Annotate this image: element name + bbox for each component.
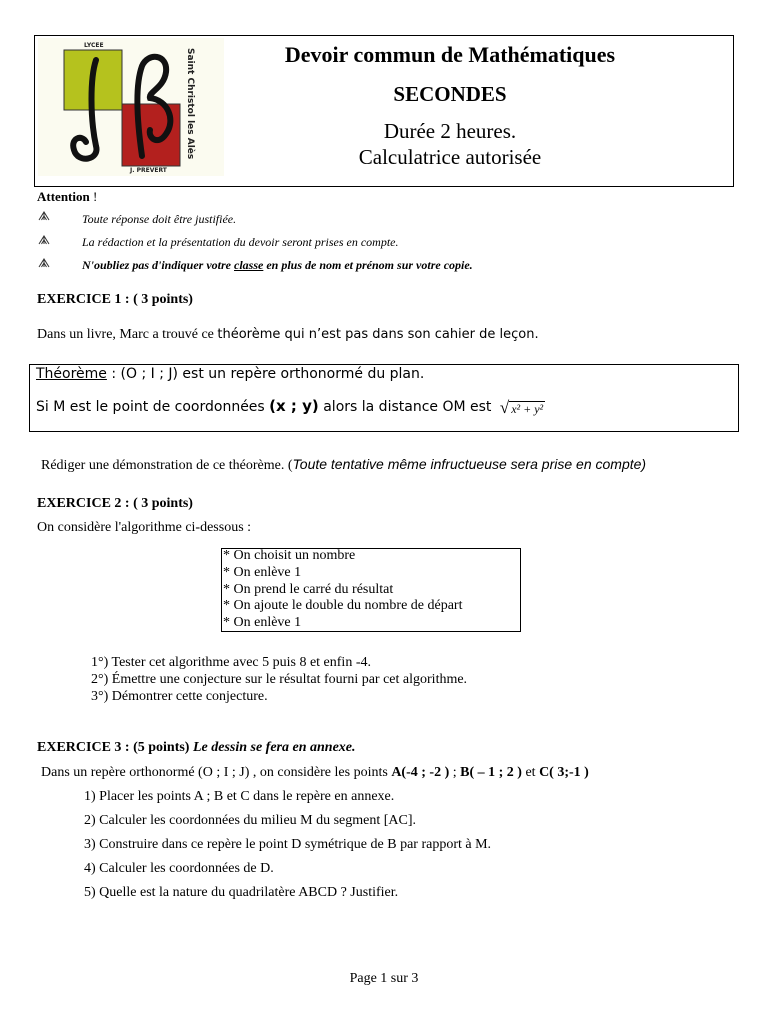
intro-text: Dans un livre, Marc a trouvé ce	[37, 327, 218, 342]
exercise-3-question: 1) Placer les points A ; B et C dans le repère en annexe.	[84, 789, 395, 804]
point-a: A(-4 ; -2 )	[391, 765, 450, 780]
exercise-2-question: 2°) Émettre une conjecture sur le résultat fourni par cet algorithme.	[91, 672, 468, 687]
school-logo-graphic	[38, 38, 224, 176]
instruction-text: N'oubliez pas d'indiquer votre	[82, 258, 235, 272]
theorem-text: : (O ; I ; J) est un repère orthonormé du plan.	[106, 366, 425, 382]
exercise-3-intro	[41, 765, 589, 781]
task-text: Rédiger une démonstration de ce théorème. (	[41, 458, 293, 473]
separator: et	[521, 765, 540, 780]
exercise-1-task	[41, 456, 646, 474]
instruction-text: en plus de nom et prénom sur votre copie.	[263, 258, 473, 272]
radicand: x² + y²	[511, 402, 544, 416]
exercise-1-intro	[37, 327, 539, 343]
attention-heading	[37, 189, 97, 205]
instruction-item: Toute réponse doit être justifiée.	[82, 212, 237, 226]
exercise-3-question: 3) Construire dans ce repère le point D symétrique de B par rapport à M.	[84, 837, 492, 852]
theorem-line-2	[36, 397, 545, 418]
logo-bottom-text: J. PREVERT	[130, 167, 167, 174]
exercise-2-question: 3°) Démontrer cette conjecture.	[91, 689, 268, 704]
tent-triangle-icon	[38, 211, 50, 224]
exercise-1-title: EXERCICE 1 : ( 3 points)	[37, 292, 193, 307]
algorithm-step: * On enlève 1	[223, 565, 302, 580]
instruction-item: La rédaction et la présentation du devoir seront prises en compte.	[82, 235, 399, 249]
theorem-coordinates: (x ; y)	[269, 397, 319, 415]
intro-text: Dans un repère orthonormé (O ; I ; J) , on considère les points	[41, 765, 392, 780]
exercise-3-question: 5) Quelle est la nature du quadrilatère ABCD ? Justifier.	[84, 885, 399, 900]
exercise-2-title: EXERCICE 2 : ( 3 points)	[37, 496, 193, 511]
document-title: Devoir commun de Mathématiques	[284, 42, 616, 67]
task-note: Toute tentative même infructueuse sera prise en compte)	[292, 456, 647, 472]
theorem-text: Si M est le point de coordonnées	[36, 399, 270, 415]
algorithm-step: * On ajoute le double du nombre de départ	[223, 598, 463, 613]
point-b: B( – 1 ; 2 )	[460, 765, 522, 780]
exercise-3-note: Le dessin se fera en annexe.	[192, 740, 356, 755]
exercise-2-question: 1°) Tester cet algorithme avec 5 puis 8 et enfin -4.	[91, 655, 371, 670]
attention-bang: !	[92, 189, 98, 204]
instruction-underlined: classe	[234, 258, 264, 272]
point-c: C( 3;-1 )	[539, 765, 589, 780]
attention-label: Attention	[37, 189, 90, 204]
algorithm-step: * On choisit un nombre	[223, 548, 356, 563]
logo-top-text: LYCEE	[84, 42, 104, 49]
logo-side-text: Saint Christol les Alès	[185, 48, 195, 160]
page-number: Page 1 sur 3	[349, 971, 419, 986]
tent-triangle-icon	[38, 258, 50, 271]
exercise-3-title	[37, 740, 356, 756]
instruction-item-class	[82, 258, 473, 273]
square-root-expression	[500, 398, 545, 418]
exam-duration: Durée 2 heures.	[383, 119, 517, 143]
exercise-3-question: 2) Calculer les coordonnées du milieu M du segment [AC].	[84, 813, 417, 828]
exercise-3-title-text: EXERCICE 3 : (5 points)	[37, 740, 190, 755]
intro-text-continued: théorème qui n’est pas dans son cahier de leçon.	[217, 327, 539, 342]
exercise-3-question: 4) Calculer les coordonnées de D.	[84, 861, 274, 876]
exercise-2-intro: On considère l'algorithme ci-dessous :	[37, 520, 252, 535]
algorithm-step: * On enlève 1	[223, 615, 302, 630]
theorem-text: alors la distance OM est	[318, 399, 496, 415]
school-logo	[38, 38, 224, 176]
algorithm-step: * On prend le carré du résultat	[223, 582, 394, 597]
theorem-name: Théorème	[36, 366, 107, 382]
radical-sign-icon: √	[499, 398, 510, 417]
separator: ;	[449, 765, 461, 780]
theorem-line-1	[36, 366, 424, 382]
tent-triangle-icon	[38, 235, 50, 248]
class-level: SECONDES	[393, 82, 507, 106]
calculator-rule: Calculatrice autorisée	[358, 145, 542, 169]
